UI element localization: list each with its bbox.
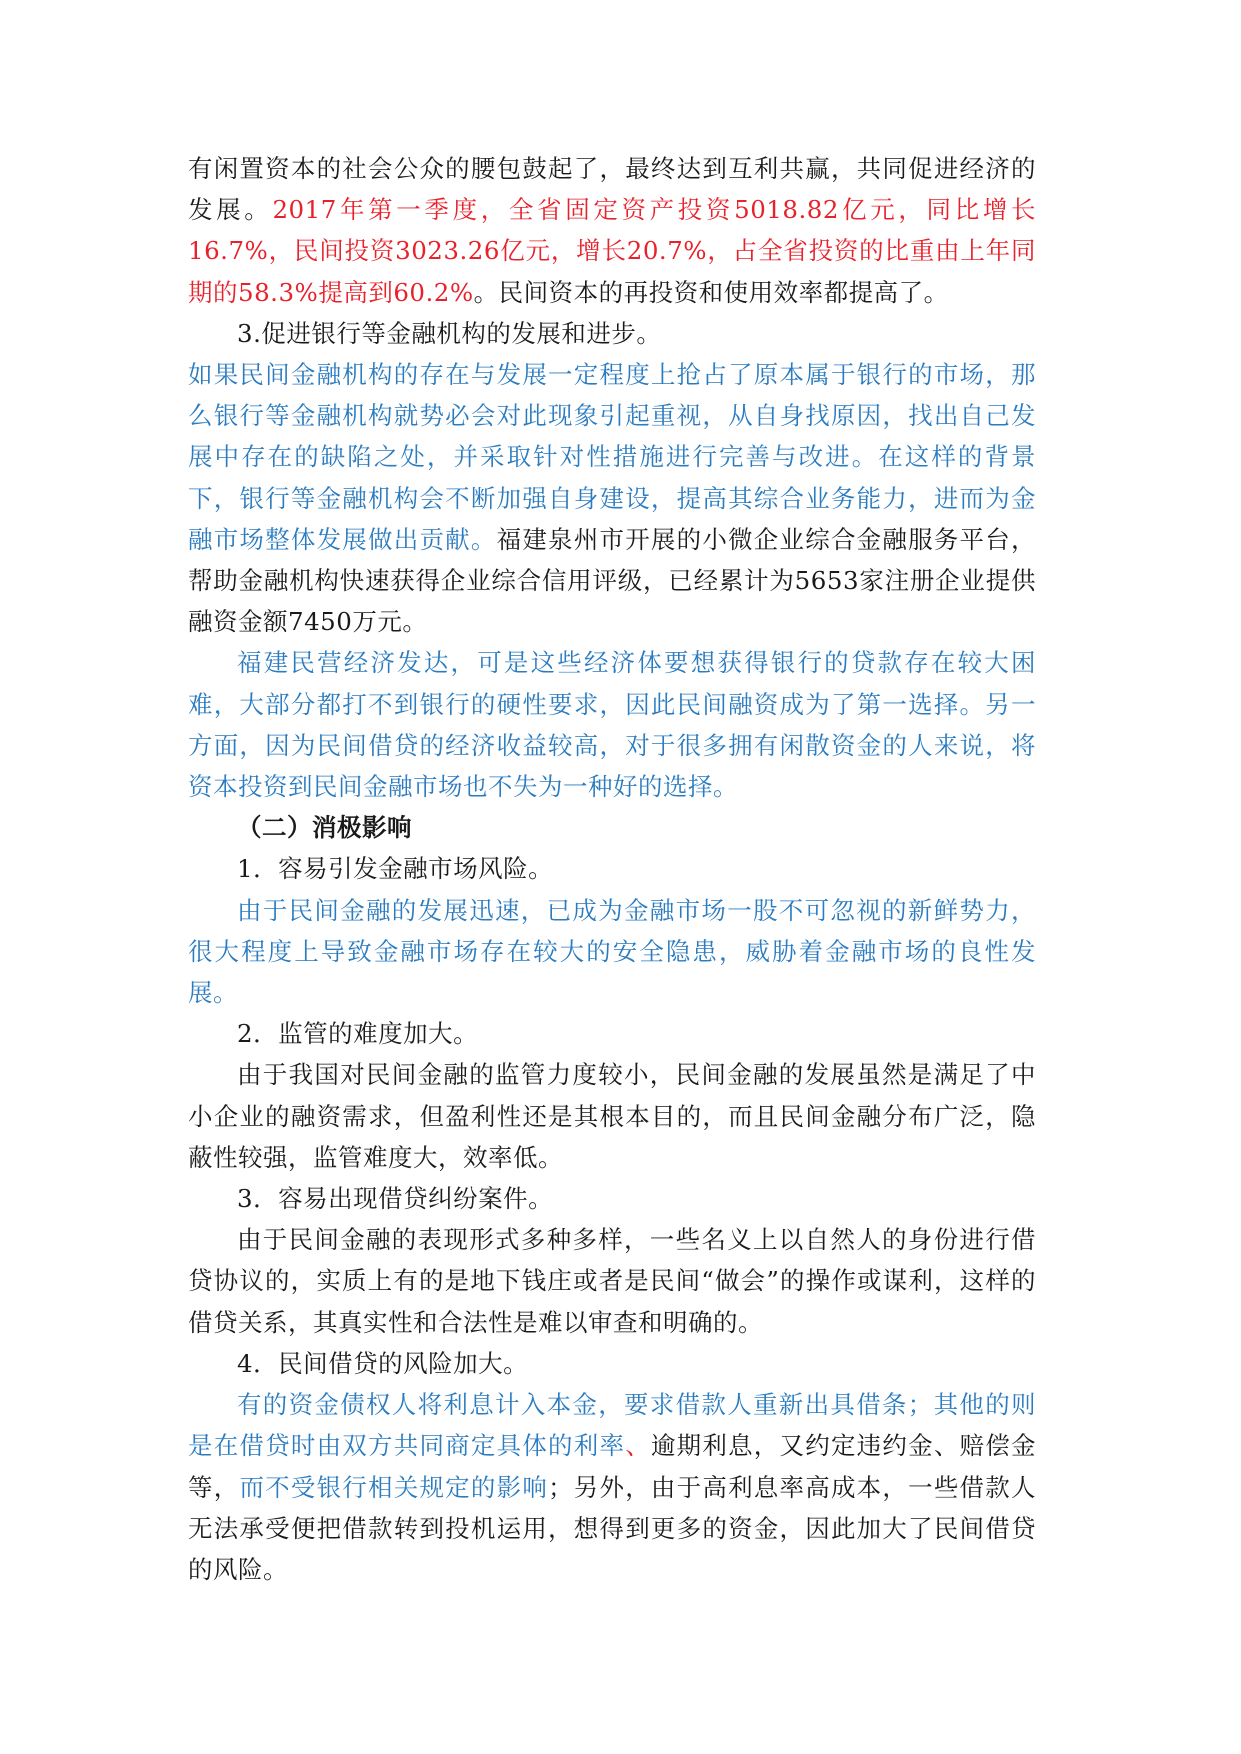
item-4-highlight-a: 有的资金债权人将利息计入本金，要求借款人重新出具借条；其他的则是在借贷时由双方共同商定具体的利率 (188, 1390, 1036, 1461)
item-4-heading: 4．民间借贷的风险加大。 (237, 1348, 529, 1378)
item-4-red-mark: 、 (625, 1431, 651, 1461)
item-4-plain-b: ；另外，由于高利息率高成本，一些借款人无法承受便把借款转到投机运用，想得到更多的资金，因此加大了民间借贷的风险。 (188, 1472, 1036, 1584)
item-2-text: 由于我国对民间金融的监管力度较小，民间金融的发展虽然是满足了中小企业的融资需求，但盈利性还是其根本目的，而且民间金融分布广泛，隐蔽性较强，监管难度大，效率低。 (188, 1060, 1036, 1172)
item-2-heading: 2．监管的难度加大。 (237, 1019, 479, 1049)
document-body (188, 148, 1036, 1590)
paragraph-outcome-text: 有闲置资本的社会公众的腰包鼓起了，最终达到互利共赢，共同促进经济的发展。 (188, 154, 1036, 225)
item-3-heading: 3．容易出现借贷纠纷案件。 (237, 1184, 554, 1214)
section-heading-negative-impact: （二）消极影响 (237, 813, 412, 843)
paragraph-bank-development (188, 354, 1036, 642)
item-1-text: 由于民间金融的发展迅速，已成为金融市场一股不可忽视的新鲜势力，很大程度上导致金融市场存在较大的安全隐患，威胁着金融市场的良性发展。 (188, 895, 1036, 1008)
quanzhou-example: 福建泉州市开展的小微企业综合金融服务平台，帮助金融机构快速获得企业综合信用评级，已经累计为5653家注册企业提供融资金额7450万元。 (188, 524, 1036, 637)
item-4-highlight-b: 而不受银行相关规定的影响 (239, 1472, 549, 1502)
bank-development-highlight: 如果民间金融机构的存在与发展一定程度上抢占了原本属于银行的市场，那么银行等金融机构就势必会对此现象引起重视，从自身找原因，找出自己发展中存在的缺陷之处，并采取针对性措施进行完善与改进。在这样的背景下，银行等金融机构会不断加强自身建设，提高其综合业务能力，进而为金融市场整体发展做出贡献。 (188, 360, 1036, 554)
statistics-highlight: 2017年第一季度，全省固定资产投资5018.82亿元，同比增长16.7%，民间投资3023.26亿元，增长20.7%，占全省投资的比重由上年同期的58.3%提高到60.2% (188, 195, 1036, 307)
item-4-plain-a: 逾期利息，又约定违约金、赔偿金等， (188, 1431, 1036, 1502)
paragraph-outcome (188, 148, 1036, 313)
item-1-heading: 1．容易引发金融市场风险。 (237, 854, 554, 884)
paragraph-fujian-private-economy: 福建民营经济发达，可是这些经济体要想获得银行的贷款存在较大困难，大部分都打不到银行的硬性要求，因此民间融资成为了第一选择。另一方面，因为民间借贷的经济收益较高，对于很多拥有闲散资金的人来说，将资本投资到民间金融市场也不失为一种好的选择。 (188, 648, 1036, 802)
point-3-heading: 3.促进银行等金融机构的发展和进步。 (237, 318, 662, 348)
item-4-text (188, 1384, 1036, 1590)
paragraph-outcome-tail: 。民间资本的再投资和使用效率都提高了。 (473, 277, 949, 307)
item-3-text: 由于民间金融的表现形式多种多样，一些名义上以自然人的身份进行借贷协议的，实质上有的是地下钱庄或者是民间“做会”的操作或谋利，这样的借贷关系，其真实性和合法性是难以审查和明确的。 (188, 1225, 1036, 1337)
